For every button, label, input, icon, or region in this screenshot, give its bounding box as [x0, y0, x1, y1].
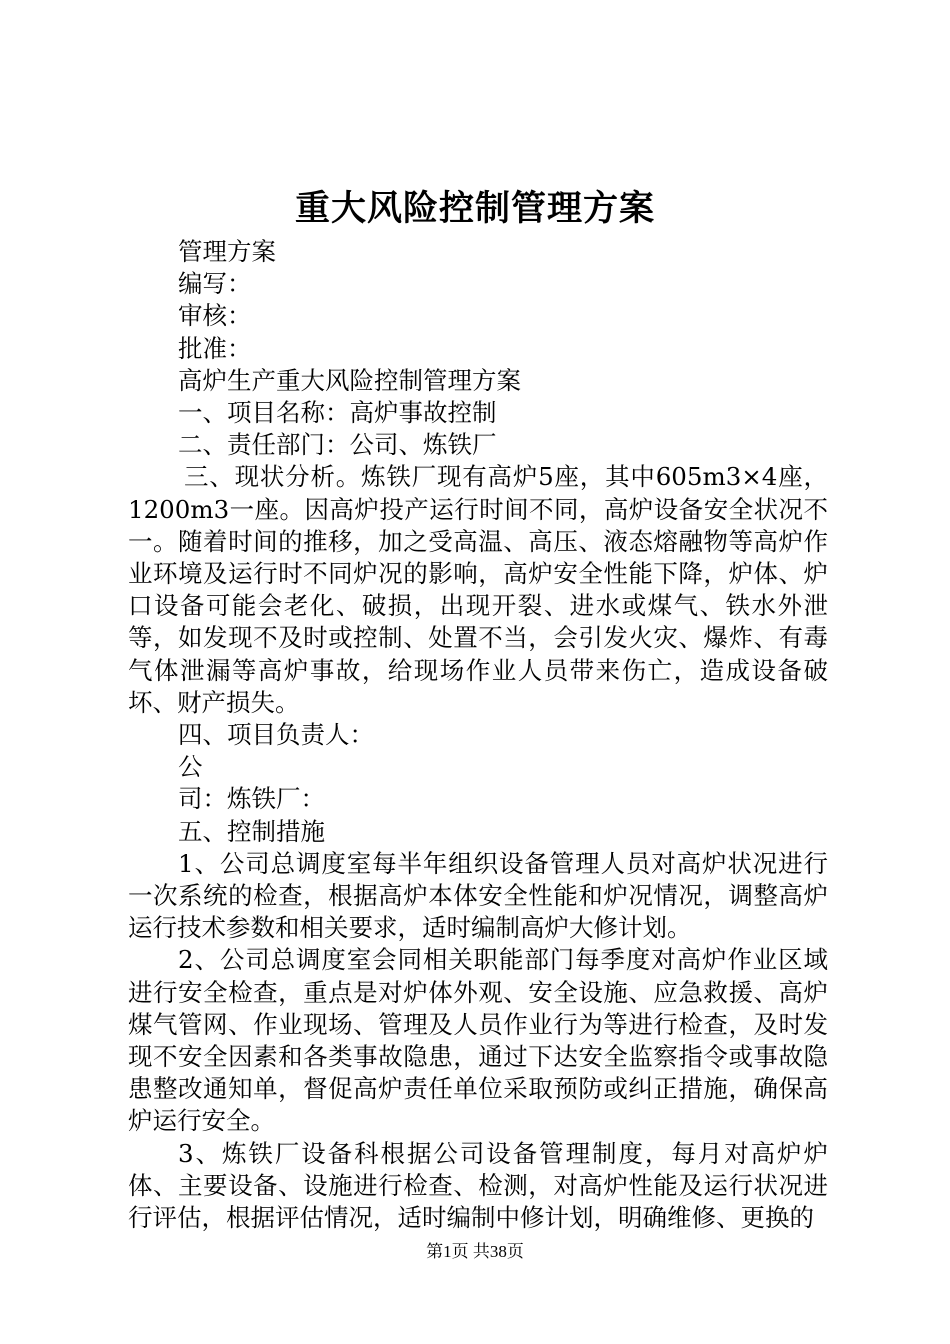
paragraph-ironworks: 司：炼铁厂：	[178, 784, 325, 814]
paragraph-reviewer: 审核：	[178, 301, 252, 331]
paragraph-project-name: 一、项目名称：高炉事故控制	[178, 398, 497, 428]
paragraph-management-plan: 管理方案	[178, 237, 276, 266]
document-body	[128, 236, 828, 1234]
paragraph-approver: 批准：	[178, 333, 252, 363]
paragraph-measure-3: 3、炼铁厂设备科根据公司设备管理制度，每月对高炉炉体、主要设备、设施进行检查、检测，对高炉性能及运行状况进行评估，根据评估情况，适时编制中修计划，明确维修、更换的	[128, 1138, 828, 1233]
paragraph-company: 公	[178, 752, 203, 782]
paragraph-subtitle: 高炉生产重大风险控制管理方案	[178, 365, 521, 395]
document-title: 重大风险控制管理方案	[294, 188, 655, 229]
paragraph-project-leader: 四、项目负责人：	[178, 720, 374, 750]
paragraph-author: 编写：	[178, 269, 252, 299]
paragraph-responsible-dept: 二、责任部门：公司、炼铁厂	[178, 430, 497, 460]
paragraph-measure-1: 1、公司总调度室每半年组织设备管理人员对高炉状况进行一次系统的检查，根据高炉本体安全性能和炉况情况，调整高炉运行技术参数和相关要求，适时编制高炉大修计划。	[128, 848, 828, 943]
paragraph-measure-2: 2、公司总调度室会同相关职能部门每季度对高炉作业区域进行安全检查，重点是对炉体外观、安全设施、应急救援、高炉煤气管网、作业现场、管理及人员作业行为等进行检查，及时发现不安全因素和各类事故隐患，通过下达安全监察指令或事故隐患整改通知单，督促高炉责任单位采取预防或纠正措施，确保高炉运行安全。	[128, 945, 828, 1136]
paragraph-control-measures: 五、控制措施	[178, 816, 325, 846]
page-footer: 第1页 共38页	[426, 1242, 524, 1261]
paragraph-status-analysis: 三、现状分析。炼铁厂现有高炉5座，其中605m3×4座，1200m3一座。因高炉投产运行时间不同，高炉设备安全状况不一。随着时间的推移，加之受高温、高压、液态熔融物等高炉作业环境及运行时不同炉况的影响，高炉安全性能下降，炉体、炉口设备可能会老化、破损，出现开裂、进水或煤气、铁水外泄等，如发现不及时或控制、处置不当，会引发火灾、爆炸、有毒气体泄漏等高炉事故，给现场作业人员带来伤亡，造成设备破坏、财产损失。	[128, 462, 828, 717]
